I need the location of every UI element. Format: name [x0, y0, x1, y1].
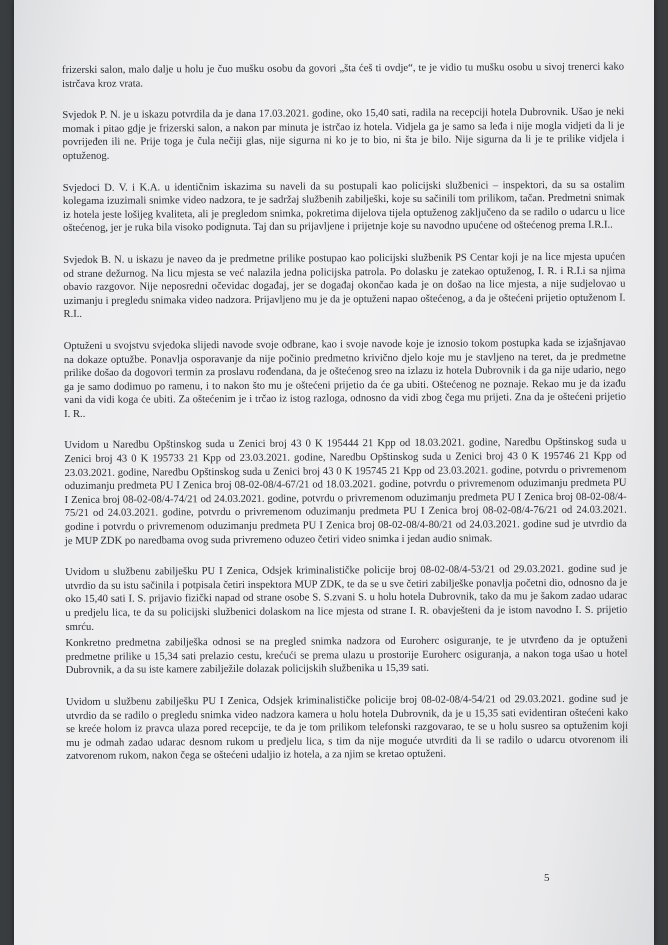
- paragraph-3: Svjedoci D. V. i K.A. u identičnim iskazima su naveli da su postupali kao policijski službenici – inspektori, da su sa ostalim kolegama izuzimali snimke video nadzora, te je sadržaj službenih zabilješki, koje su sačinili tom prilikom, tačan. Predmetni snimak iz hotela jeste lošijeg kvaliteta, ali je pregledom snimka, pokretima dijelova tijela optuženog zaključeno da se radilo o udarcu u lice oštećenog, jer je ruka bila visoko podignuta. Taj dan su prijavljene i prijetnje koje su navodno upućene od oštećenog prema I.R.I..: [62, 179, 625, 235]
- paragraph-2: Svjedok P. N. je u iskazu potvrdila da je dana 17.03.2021. godine, oko 15,40 sati, radila na recepciji hotela Dubrovnik. Ušao je neki momak i pitao gdje je frizerski salon, a nakon par minuta je istrčao iz hotela. Vidjela ga je samo sa leđa i nije mogla vidjeti da li je povrijeđen ili ne. Prije toga je čula nečiji glas, nije sigurna ni ko je to bio, ni šta je bilo. Nije sigurna da li je te prilike vidjela i optuženog.: [62, 106, 625, 162]
- paragraph-9: Uvidom u službenu zabilješku PU I Zenica, Odsjek kriminalističke policije broj 08-02-08/4-54/21 od 29.03.2021. godine sud je utvrdio da se radilo o pregledu snimka video nadzora kamera u holu hotela Dubrovnik, da je u 15,35 sati evidentiran oštećeni kako se kreće holom iz pravca ulaza pored recepcije, te da je tom prilikom telefonski razgovarao, te se u holu susreo sa optuženim koji mu je odmah zadao udarac desnom rukom u predjelu lica, s tim da nije moguće utvrditi da li se radilo o udarcu otvorenom ili zatvorenom rukom, nakon čega se oštećeni udaljio iz hotela, a za njim se kretao optuženi.: [65, 693, 629, 763]
- page-number: 5: [544, 872, 550, 884]
- paragraph-8: Konkretno predmetna zabilješka odnosi se na pregled snimka nadzora od Euroherc osiguranje, te je utvrđeno da je optuženi predmetne prilike u 15,34 sati prelazio cestu, krećući se prema ulazu u prostorije Euroherc osiguranja, a nakon toga ušao u hotel Dubrovnik, a da su iste kamere zabilježile dolazak policijskih službenika u 15,39 sati.: [65, 634, 628, 677]
- paragraph-5: Optuženi u svojstvu svjedoka slijedi navode svoje odbrane, kao i svoje navode koje je iznosio tokom postupka kada se izjašnjavao na dokaze optužbe. Ponavlja osporavanje da nije počinio predmetno krivično djelo koje mu je stavljeno na teret, da je predmetne prilike došao da dogovori termin za proslavu rođendana, da je oštećenog sreo na izlazu iz hotela Dubrovnik i da ga nije udario, nego ga je samo dodimuo po ramenu, i to nakon što mu je oštećeni prijetio da će ga ubiti. Oštećenog ne poznaje. Rekao mu je da izađu vani da vidi koga će ubiti. Za oštećenim je i trčao iz istog razloga, odnosno da vidi zbog čega mu prijeti. Zna da je oštećeni prijetio I. R..: [63, 337, 627, 420]
- paragraph-4: Svjedok B. N. u iskazu je naveo da je predmetne prilike postupao kao policijski službenik PS Centar koji je na lice mjesta upućen od strane dežurnog. Na licu mjesta se već nalazila jedna policijska patrola. Po dolasku je zatekao optuženog, I. R. i R.I.i sa njima obavio razgovor. Nije neposredni očevidac događaj, jer se događaj okončao kada je on došao na lice mjesta, a nije sudjelovao u uzimanju i pregledu snimaka video nadzora. Prijavljeno mu je da je optuženi napao oštećenog, a da je oštećeni prijetio optuženom I. R.I..: [63, 251, 626, 321]
- document-body: [62, 61, 628, 782]
- paragraph-1: frizerski salon, malo dalje u holu je čuo mušku osobu da govori „šta ćeš ti ovdje“, te je vidio tu mušku osobu u sivoj trenerci kako istrčava kroz vrata.: [62, 61, 625, 90]
- paragraph-6: Uvidom u Naredbu Opštinskog suda u Zenici broj 43 0 K 195444 21 Kpp od 18.03.2021. godine, Naredbu Opštinskog suda u Zenici broj 43 0 K 195733 21 Kpp od 23.03.2021. godine, Naredbu Opštinskog suda u Zenici broj 43 0 K 195746 21 Kpp od 23.03.2021. godine, Naredbu Opštinskog suda u Zenici broj 43 0 K 195745 21 Kpp od 23.03.2021. godine, potvrdu o privremenom oduzimanju predmeta PU I Zenica broj 08-02-08/4-67/21 od 18.03.2021. godine, potvrdu o privremenom oduzimanju predmeta PU I Zenica broj 08-02-08/4-74/21 od 24.03.2021. godine, potvrdu o privremenom oduzimanju predmeta PU I Zenica broj 08-02-08/4-75/21 od 24.03.2021. godine, potvrdu o privremenom oduzimanju predmeta PU I Zenica broj 08-02-08/4-76/21 od 24.03.2021. godine i potvrdu o privremenom oduzimanju predmeta PU I Zenica broj 08-02-08/4-80/21 od 24.03.2021. godine sud je utvrdio da je MUP ZDK po naredbama ovog suda privremeno oduzeo četiri video snimka i jedan audio snimak.: [64, 437, 627, 547]
- paragraph-7: Uvidom u službenu zabilješku PU I Zenica, Odsjek kriminalističke policije broj 08-02-08/4-53/21 od 29.03.2021. godine sud je utvrdio da su istu sačinila i potpisala četiri inspektora MUP ZDK, te da se u sve četiri zabilješke ponavlja početni dio, odnosno da je oko 15,40 sati I. S. prijavio fizički napad od strane osobe S. S.zvani S. u holu hotela Dubrovnik, tako da mu je šakom zadao udarac u predjelu lica, te da su policijski službenici dolaskom na lice mjesta od strane I. R. obavješteni da je istom navodno I. S. prijetio smrću.: [65, 563, 628, 633]
- document-page: [14, 0, 654, 945]
